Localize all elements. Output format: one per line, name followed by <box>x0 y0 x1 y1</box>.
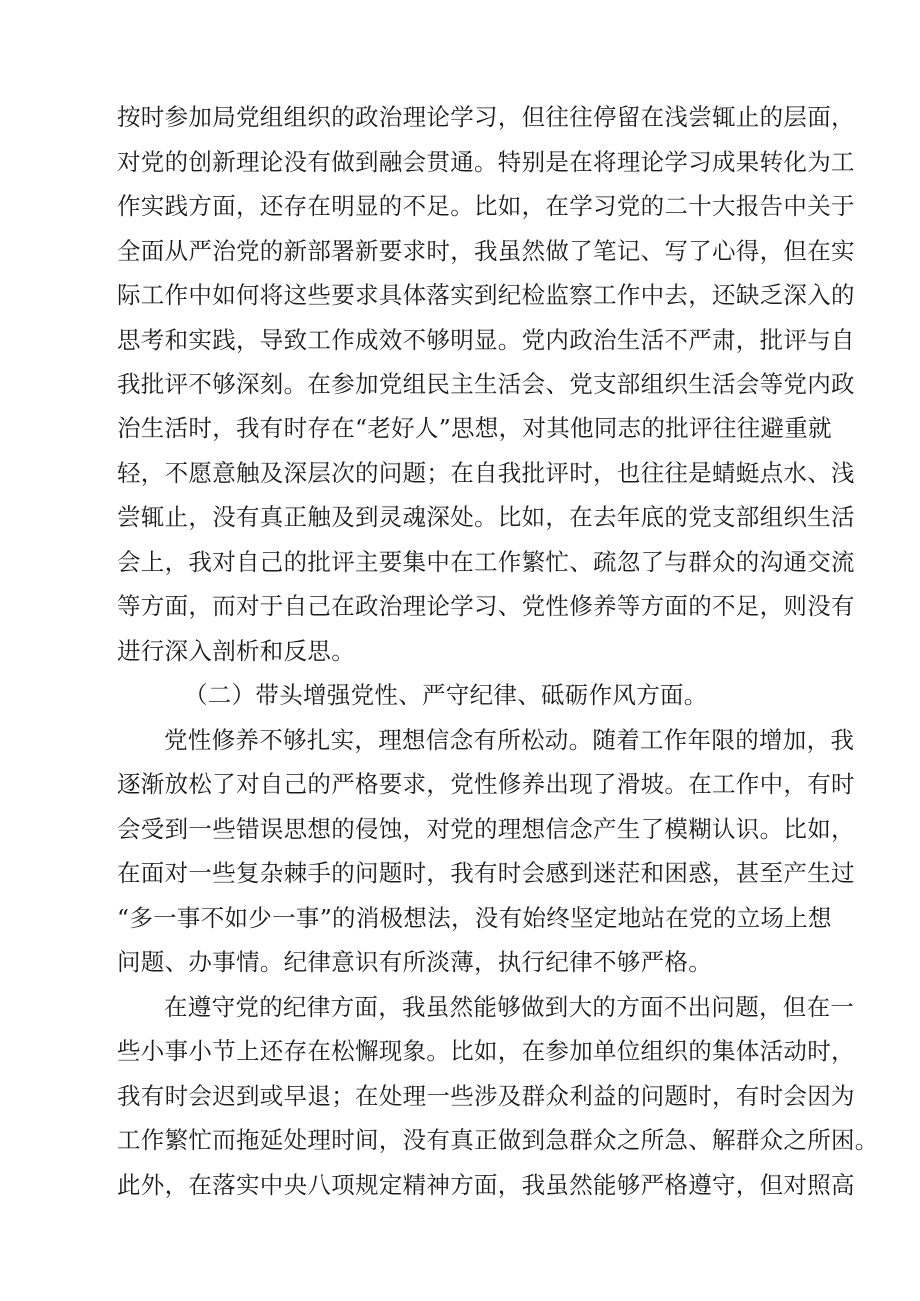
text-line: 在遵守党的纪律方面，我虽然能够做到大的方面不出问题，但在一 <box>164 993 855 1021</box>
text-line: 党性修养不够扎实，理想信念有所松动。随着工作年限的增加，我 <box>164 726 855 754</box>
text-line: 思考和实践，导致工作成效不够明显。党内政治生活不严肃，批评与自 <box>117 326 855 354</box>
text-line: 我有时会迟到或早退；在处理一些涉及群众利益的问题时，有时会因为 <box>117 1082 855 1110</box>
text-line: 此外，在落实中央八项规定精神方面，我虽然能够严格遵守，但对照高 <box>117 1171 855 1199</box>
section-heading: （二）带头增强党性、严守纪律、砥砺作风方面。 <box>184 681 708 709</box>
text-line: 作实践方面，还存在明显的不足。比如，在学习党的二十大报告中关于 <box>117 192 855 220</box>
text-line: 会受到一些错误思想的侵蚀，对党的理想信念产生了模糊认识。比如， <box>117 815 855 843</box>
text-line: 全面从严治党的新部署新要求时，我虽然做了笔记、写了心得，但在实 <box>117 237 855 265</box>
text-line: 尝辄止，没有真正触及到灵魂深处。比如，在去年底的党支部组织生活 <box>117 503 855 531</box>
text-line: 治生活时，我有时存在“老好人”思想，对其他同志的批评往往避重就 <box>117 414 832 442</box>
text-line: 问题、办事情。纪律意识有所淡薄，执行纪律不够严格。 <box>117 948 712 976</box>
text-line: 按时参加局党组组织的政治理论学习，但往往停留在浅尝辄止的层面， <box>117 103 855 131</box>
text-line: 些小事小节上还存在松懈现象。比如，在参加单位组织的集体活动时， <box>117 1037 855 1065</box>
text-line: 等方面，而对于自己在政治理论学习、党性修养等方面的不足，则没有 <box>117 592 855 620</box>
text-line: 工作繁忙而拖延处理时间，没有真正做到急群众之所急、解群众之所困。 <box>117 1126 879 1154</box>
text-line: 轻，不愿意触及深层次的问题；在自我批评时，也往往是蜻蜓点水、浅 <box>117 459 855 487</box>
text-line: 我批评不够深刻。在参加党组民主生活会、党支部组织生活会等党内政 <box>117 370 855 398</box>
text-line: 逐渐放松了对自己的严格要求，党性修养出现了滑坡。在工作中，有时 <box>117 770 855 798</box>
text-line: 际工作中如何将这些要求具体落实到纪检监察工作中去，还缺乏深入的 <box>117 281 855 309</box>
text-line: “多一事不如少一事”的消极想法，没有始终坚定地站在党的立场上想 <box>117 904 832 932</box>
text-line: 在面对一些复杂棘手的问题时，我有时会感到迷茫和困惑，甚至产生过 <box>117 859 855 887</box>
text-line: 对党的创新理论没有做到融会贯通。特别是在将理论学习成果转化为工 <box>117 148 855 176</box>
text-line: 进行深入剖析和反思。 <box>117 637 355 665</box>
text-line: 会上，我对自己的批评主要集中在工作繁忙、疏忽了与群众的沟通交流 <box>117 548 855 576</box>
